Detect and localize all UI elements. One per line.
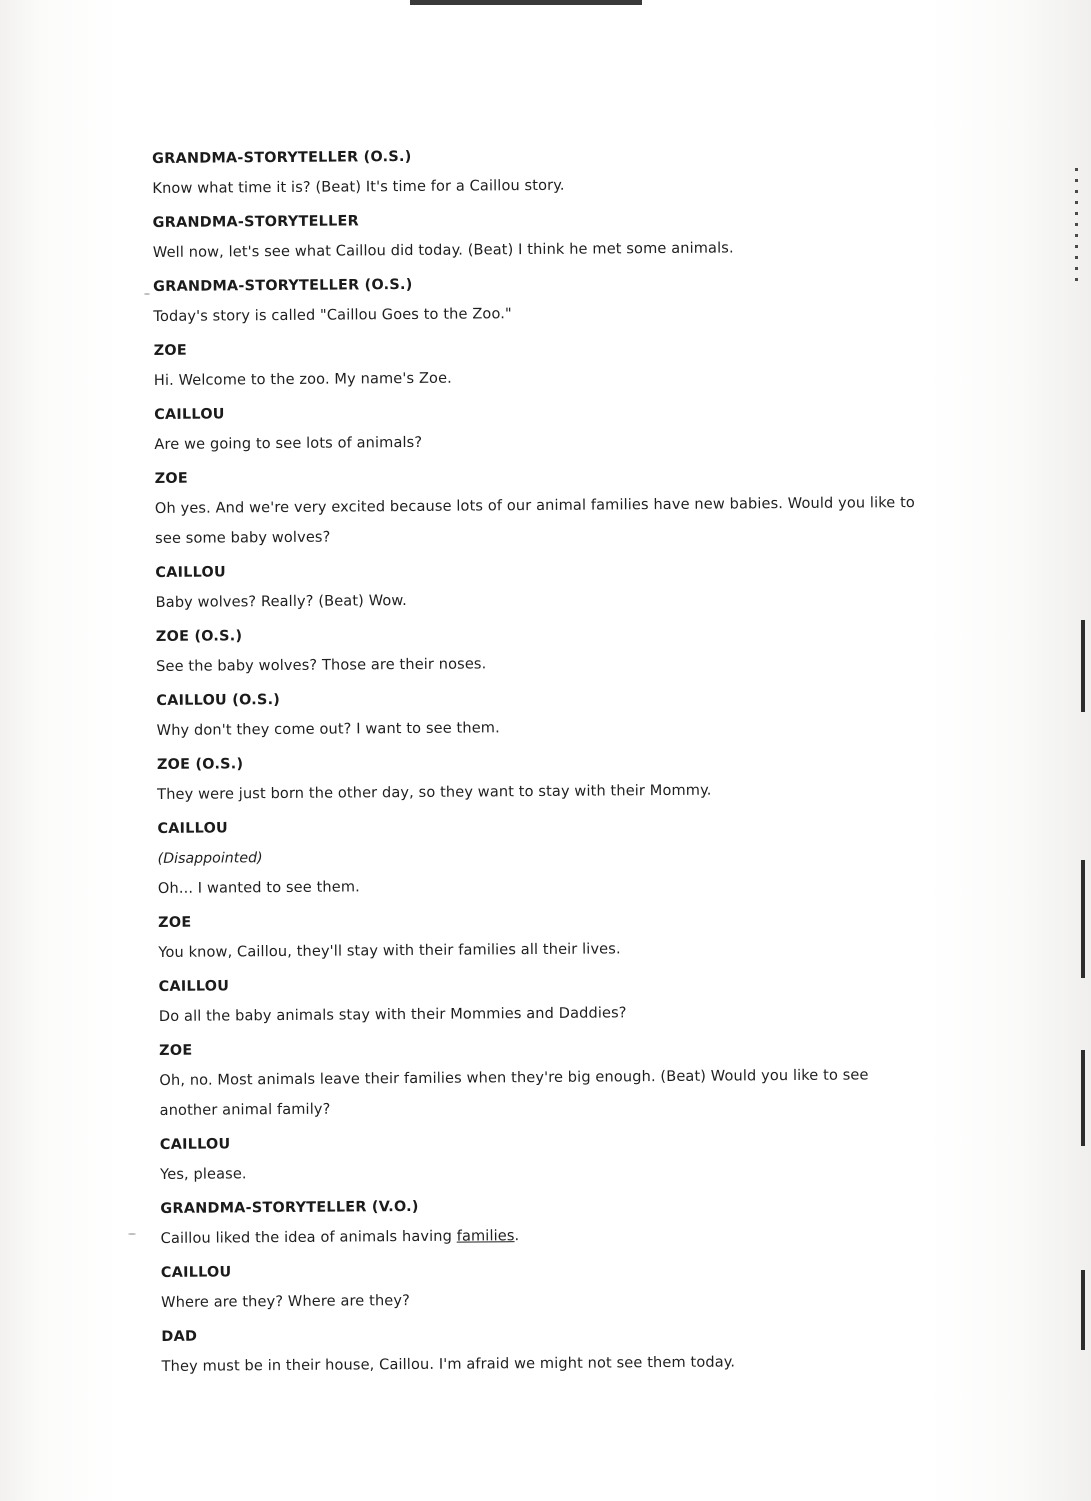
character-cue: GRANDMA-STORYTELLER (V.O.) bbox=[160, 1198, 419, 1217]
script-body bbox=[152, 134, 932, 1382]
character-cue: GRANDMA-STORYTELLER (O.S.) bbox=[152, 148, 412, 167]
character-cue: GRANDMA-STORYTELLER (O.S.) bbox=[153, 276, 413, 295]
dialogue-line: Yes, please. bbox=[160, 1165, 247, 1183]
character-cue: GRANDMA-STORYTELLER bbox=[152, 213, 359, 231]
character-cue: ZOE bbox=[159, 1042, 193, 1059]
dialogue-line: Today's story is called "Caillou Goes to the Zoo." bbox=[153, 305, 512, 325]
scan-speck-left bbox=[144, 293, 150, 295]
character-cue: CAILLOU bbox=[157, 820, 229, 837]
scan-artifact-right-2 bbox=[1081, 860, 1085, 978]
character-cue: CAILLOU (O.S.) bbox=[156, 692, 281, 709]
character-cue: CAILLOU bbox=[160, 1264, 232, 1281]
character-cue: CAILLOU bbox=[154, 406, 225, 423]
dialogue-line: See the baby wolves? Those are their noses. bbox=[156, 655, 487, 675]
scan-artifact-right-3 bbox=[1081, 1050, 1085, 1146]
character-cue: ZOE bbox=[158, 914, 192, 931]
character-cue: ZOE (O.S.) bbox=[156, 756, 244, 773]
character-cue: CAILLOU bbox=[159, 1136, 231, 1153]
character-cue: ZOE (O.S.) bbox=[155, 628, 243, 645]
scan-artifact-dotted-right bbox=[1075, 168, 1078, 286]
dialogue-line: Hi. Welcome to the zoo. My name's Zoe. bbox=[153, 369, 452, 389]
dialogue-line: Well now, let's see what Caillou did today. (Beat) I think he met some animals. bbox=[152, 239, 734, 261]
dialogue-line: They were just born the other day, so they want to stay with their Mommy. bbox=[157, 781, 712, 803]
parenthetical-line: (Disappointed) bbox=[157, 850, 263, 867]
dialogue-line-underlined: Caillou liked the idea of animals having families. bbox=[160, 1227, 520, 1247]
dialogue-line: Why don't they come out? I want to see them. bbox=[156, 719, 500, 739]
character-cue: ZOE bbox=[154, 470, 188, 487]
dialogue-line: Are we going to see lots of animals? bbox=[154, 433, 423, 453]
dialogue-line: Oh yes. And we're very excited because lots of our animal families have new babies. Would you like to see some baby wolves? bbox=[154, 494, 915, 547]
scan-speck-lower-left bbox=[128, 1233, 136, 1235]
scan-artifact-top bbox=[410, 0, 642, 5]
dialogue-line: They must be in their house, Caillou. I'm afraid we might not see them today. bbox=[161, 1353, 736, 1375]
dialogue-line: Know what time it is? (Beat) It's time for a Caillou story. bbox=[152, 176, 565, 197]
character-cue: CAILLOU bbox=[155, 564, 227, 581]
dialogue-line: Baby wolves? Really? (Beat) Wow. bbox=[155, 592, 407, 611]
scan-artifact-right-4 bbox=[1081, 1270, 1085, 1350]
character-cue: DAD bbox=[161, 1328, 198, 1345]
dialogue-line: Oh... I wanted to see them. bbox=[157, 878, 360, 897]
character-cue: CAILLOU bbox=[158, 978, 230, 995]
scan-artifact-right-1 bbox=[1081, 620, 1085, 712]
underlined-word: families bbox=[456, 1227, 515, 1245]
dialogue-line: Oh, no. Most animals leave their families when they're big enough. (Beat) Would you like to see another animal family? bbox=[159, 1066, 869, 1119]
dialogue-line: Do all the baby animals stay with their Mommies and Daddies? bbox=[158, 1004, 627, 1025]
dialogue-line: You know, Caillou, they'll stay with their families all their lives. bbox=[158, 940, 621, 961]
dialogue-line: Where are they? Where are they? bbox=[161, 1292, 410, 1311]
character-cue: ZOE bbox=[153, 342, 187, 359]
